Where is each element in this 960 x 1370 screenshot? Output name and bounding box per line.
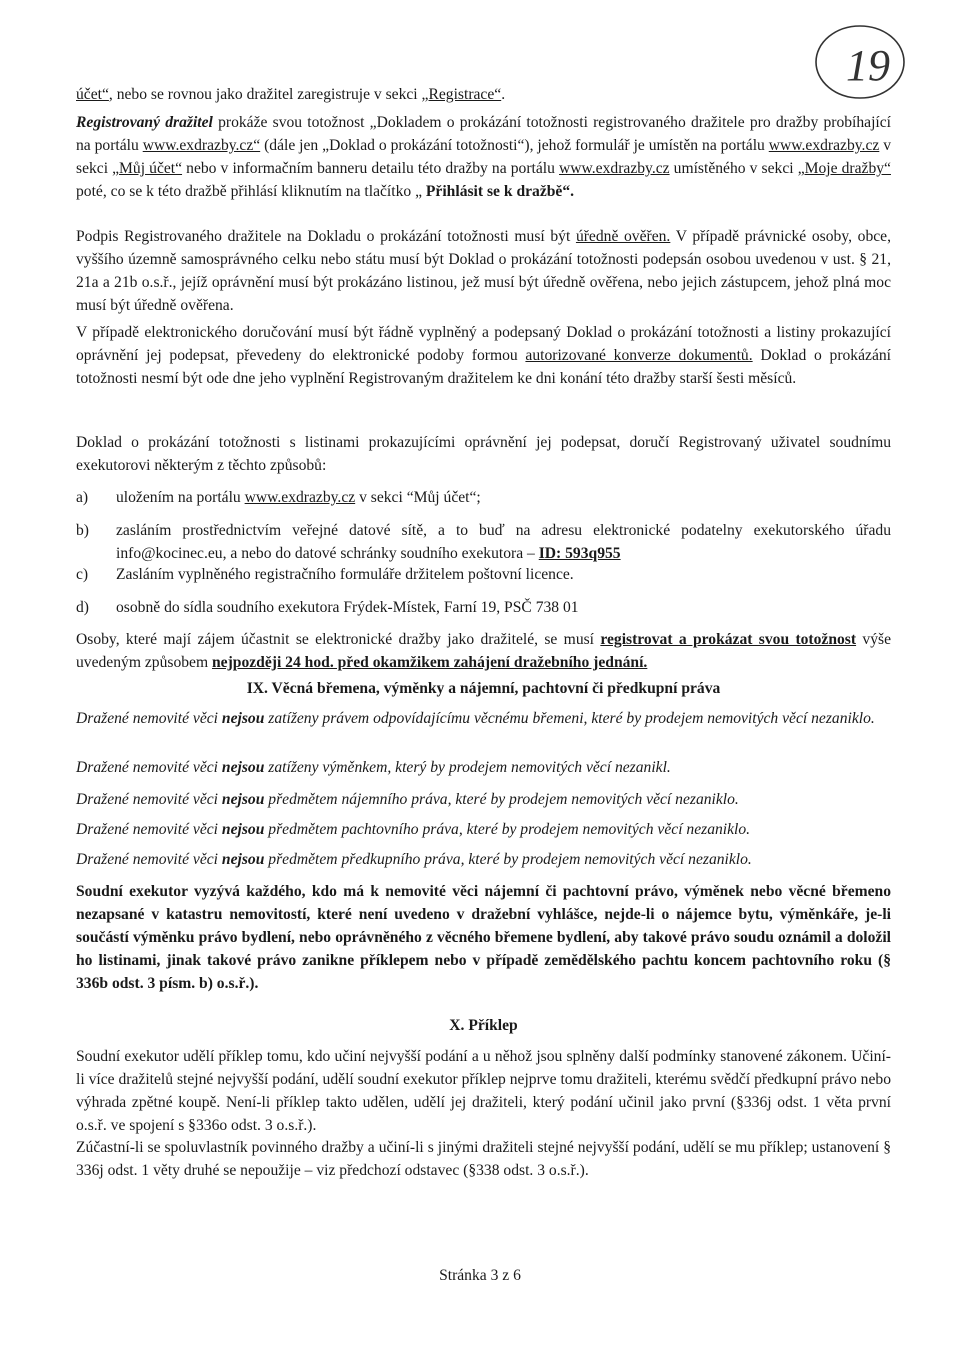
paragraph-executor-call: Soudní exekutor vyzývá každého, kdo má k nemovité věci nájemní či pachtovní právo, výměnek nebo věcné břemeno nezapsané v katastru nemovitostí, které není uvedeno v dražební vyhlášce, nejde-li o nájemce bytu, výměnkáře, je-li součástí výměnku právo bydlení, nebo oprávněného z věcného břemene bydlení, aby takové právo soudu oznámil a doložil ho listinami, jinak takové právo zanikne příklepem nebo v případě zemědělského pachtu koncem pachtovního roku (§ 336b odst. 3 písm. b) o.s.ř.). [76, 883, 891, 992]
encumbrance-line: Dražené nemovité věci nejsou předmětem pachtovního práva, které by prodejem nemovitých věcí nezaniklo. [76, 821, 751, 838]
encumbrance-line: Dražené nemovité věci nejsou zatíženy právem odpovídajícímu věcnému břemeni, které by prodejem nemovitých věcí nezaniklo. [76, 710, 875, 727]
stamp-number: 19 [846, 41, 890, 90]
paragraph-hammer-2: Zúčastní-li se spoluvlastník povinného dražby a učiní-li s jinými dražiteli stejné nejvyšší podání, udělí se mu příklep; ustanovení § 336j odst. 1 věty druhé se nepoužije – viz předchozí odstavec (§338 odst. 3 o.s.ř.). [76, 1139, 891, 1179]
paragraph-electronic: V případě elektronického doručování musí být řádně vyplněný a podepsaný Doklad o prokázání totožnosti a listiny prokazující oprávnění jej podepsat, převedeny do elektronické podoby formou autorizované konverze dokumentů. Doklad o prokázání totožnosti nesmí být ode dne jeho vyplnění Registrovaným dražitelem ke dni konání této dražby starší šesti měsíců. [76, 324, 892, 387]
link-konverze[interactable]: autorizované konverze dokumentů. [525, 347, 753, 364]
paragraph-signature: Podpis Registrovaného dražitele na Dokladu o prokázání totožnosti musí být úředně ověřen. V případě právnické osoby, obce, vyššího územně samosprávného celku nebo státu musí být Doklad o prokázání totožnosti podepsán osobou uvedenou v ust. § 21, 21a a 21b o.s.ř., jejíž oprávnění musí být prokázáno listinou, jež musí být úředně ověřena, nebo jejich zástupcem, jehož plná moc musí být úředně ověřena. [76, 228, 891, 314]
paragraph-registered-bidder: Registrovaný dražitel prokáže svou totožnost „Dokladem o prokázání totožnosti registrovaného dražitele pro dražby probíhající na portálu www.exdrazby.cz“ (dále jen „Doklad o prokázání totožnosti“), jehož formulář je umístěn na portálu www.exdrazby.cz v sekci „Můj účet“ nebo v informačním banneru detailu této dražby na portálu www.exdrazby.cz umístěného v sekci „Moje dražby“ poté, co se k této dražbě přihlásí kliknutím na tlačítko „ Přihlásit se k dražbě“. [76, 114, 892, 200]
encumbrance-line: Dražené nemovité věci nejsou předmětem nájemního práva, které by prodejem nemovitých věcí nezaniklo. [76, 791, 739, 808]
paragraph-deadline: Osoby, které mají zájem účastnit se elektronické dražby jako dražitelé, se musí registrovat a prokázat svou totožnost výše uvedeným způsobem nejpozději 24 hod. před okamžikem zahájení dražebního jednání. [76, 631, 891, 671]
link-exdrazby-3[interactable]: www.exdrazby.cz [559, 160, 670, 177]
page-number-footer: Stránka 3 z 6 [439, 1267, 521, 1284]
section-heading-ix: IX. Věcná břemena, výměnky a nájemní, pachtovní či předkupní práva [246, 680, 721, 697]
link-exdrazby-1[interactable]: www.exdrazby.cz“ [142, 137, 261, 154]
link-moje-drazby[interactable]: „Moje dražby“ [797, 160, 891, 177]
link-exdrazby-4[interactable]: www.exdrazby.cz [244, 489, 356, 506]
paragraph-delivery: Doklad o prokázání totožnosti s listinami prokazujícími oprávnění jej podepsat, doručí Registrovaný uživatel soudnímu exekutorovi některým z těchto způsobů: [76, 434, 891, 474]
paragraph-hammer-1: Soudní exekutor udělí příklep tomu, kdo učiní nejvyšší podání a u něhož jsou splněny další podmínky stanovené zákonem. Učiní-li více dražitelů stejné nejvyšší podání, udělí soudní exekutor příklep nejprve tomu dražiteli, kterému svědčí předkupní právo nebo výhrada zpětné koupě. Není-li příklep takto udělen, udělí jej dražiteli, který podání učinil jako první (§336j odst. 1 věta první o.s.ř. ve spojení s §336o odst. 3 o.s.ř.). [76, 1048, 891, 1134]
intro-line: účet“, nebo se rovnou jako dražitel zaregistruje v sekci „Registrace“. [76, 86, 506, 103]
section-heading-x: X. Příklep [449, 1017, 518, 1034]
encumbrance-line: Dražené nemovité věci nejsou zatíženy výměnkem, který by prodejem nemovitých věcí nezanikl. [76, 759, 671, 776]
link-ucet[interactable]: účet“ [76, 86, 109, 103]
link-exdrazby-2[interactable]: www.exdrazby.cz [768, 137, 880, 154]
encumbrance-line: Dražené nemovité věci nejsou předmětem předkupního práva, které by prodejem nemovitých věcí nezaniklo. [76, 851, 752, 868]
link-registrace[interactable]: „Registrace“ [421, 86, 502, 103]
link-muj-ucet[interactable]: „Můj účet“ [112, 160, 183, 177]
